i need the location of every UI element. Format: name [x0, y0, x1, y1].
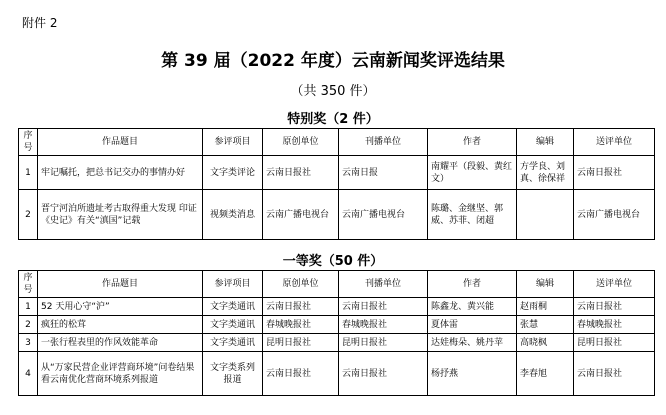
- cell-category: 视频类消息: [203, 190, 263, 240]
- header-category: 参评项目: [203, 271, 263, 298]
- special-award-table: [18, 128, 655, 240]
- cell-author: 南耀平（段毅、黄红文）: [428, 156, 517, 190]
- cell-seq: 4: [19, 352, 38, 396]
- header-editor: 编辑: [517, 271, 574, 298]
- cell-category: 文字类评论: [203, 156, 263, 190]
- header-creator: 原创单位: [263, 271, 339, 298]
- header-publisher: 刊播单位: [339, 271, 428, 298]
- cell-seq: 2: [19, 190, 38, 240]
- cell-seq: 1: [19, 298, 38, 316]
- cell-submitter: 昆明日报社: [574, 334, 655, 352]
- cell-seq: 1: [19, 156, 38, 190]
- header-author: 作者: [428, 271, 517, 298]
- cell-creator: 云南日报社: [263, 156, 339, 190]
- cell-author: 杨抒燕: [428, 352, 517, 396]
- header-seq: 序号: [19, 129, 38, 156]
- cell-category: 文字类通讯: [203, 316, 263, 334]
- cell-editor: 李春旭: [517, 352, 574, 396]
- cell-editor: [517, 190, 574, 240]
- table-row: [19, 298, 655, 316]
- cell-editor: 高晓枫: [517, 334, 574, 352]
- cell-author: 达娃梅朵、姚丹苹: [428, 334, 517, 352]
- cell-editor: 赵雨桐: [517, 298, 574, 316]
- attachment-label: 附件 2: [22, 16, 58, 30]
- header-publisher: 刊播单位: [339, 129, 428, 156]
- table-row: [19, 352, 655, 396]
- header-seq: 序号: [19, 271, 38, 298]
- cell-submitter: 云南日报社: [574, 298, 655, 316]
- cell-author: 陈璐、金继坚、郭威、苏菲、闭超: [428, 190, 517, 240]
- cell-seq: 2: [19, 316, 38, 334]
- cell-creator: 云南日报社: [263, 352, 339, 396]
- cell-creator: 云南日报社: [263, 298, 339, 316]
- table-header-row: [19, 271, 655, 298]
- total-count: （共 350 件）: [290, 84, 376, 99]
- cell-submitter: 云南日报社: [574, 352, 655, 396]
- cell-submitter: 云南广播电视台: [574, 190, 655, 240]
- cell-work: 52 天用心守“沪”: [38, 298, 203, 316]
- table-row: [19, 316, 655, 334]
- cell-publisher: 云南日报社: [339, 298, 428, 316]
- cell-work: 晋宁河泊所遗址考古取得重大发现 印证《史记》有关“滇国”记载: [38, 190, 203, 240]
- header-submitter: 送评单位: [574, 271, 655, 298]
- cell-work: 一张行程表里的作风效能革命: [38, 334, 203, 352]
- cell-category: 文字类通讯: [203, 334, 263, 352]
- header-work: 作品题目: [38, 271, 203, 298]
- cell-publisher: 昆明日报社: [339, 334, 428, 352]
- header-submitter: 送评单位: [574, 129, 655, 156]
- cell-publisher: 云南广播电视台: [339, 190, 428, 240]
- cell-publisher: 云南日报社: [339, 352, 428, 396]
- special-award-heading: 特别奖（2 件）: [287, 112, 379, 127]
- cell-publisher: 云南日报: [339, 156, 428, 190]
- header-category: 参评项目: [203, 129, 263, 156]
- cell-category: 文字类通讯: [203, 298, 263, 316]
- cell-author: 夏体雷: [428, 316, 517, 334]
- cell-work: 牢记嘱托，把总书记交办的事情办好: [38, 156, 203, 190]
- cell-work: 从“万家民营企业评营商环境”问卷结果看云南优化营商环境系列报道: [38, 352, 203, 396]
- page-title: 第 39 届（2022 年度）云南新闻奖评选结果: [161, 51, 505, 71]
- cell-editor: 张慧: [517, 316, 574, 334]
- cell-creator: 春城晚报社: [263, 316, 339, 334]
- header-work: 作品题目: [38, 129, 203, 156]
- cell-seq: 3: [19, 334, 38, 352]
- cell-publisher: 春城晚报社: [339, 316, 428, 334]
- first-prize-heading: 一等奖（50 件）: [282, 254, 384, 269]
- cell-creator: 昆明日报社: [263, 334, 339, 352]
- first-prize-table: [18, 270, 655, 396]
- cell-category: 文字类系列报道: [203, 352, 263, 396]
- cell-editor: 方学良、刘真、徐保祥: [517, 156, 574, 190]
- cell-submitter: 云南日报社: [574, 156, 655, 190]
- header-creator: 原创单位: [263, 129, 339, 156]
- cell-creator: 云南广播电视台: [263, 190, 339, 240]
- table-header-row: [19, 129, 655, 156]
- cell-author: 陈鑫龙、黄兴能: [428, 298, 517, 316]
- cell-work: 疯狂的松茸: [38, 316, 203, 334]
- table-row: [19, 334, 655, 352]
- header-author: 作者: [428, 129, 517, 156]
- cell-submitter: 春城晚报社: [574, 316, 655, 334]
- table-row: [19, 156, 655, 190]
- table-row: [19, 190, 655, 240]
- header-editor: 编辑: [517, 129, 574, 156]
